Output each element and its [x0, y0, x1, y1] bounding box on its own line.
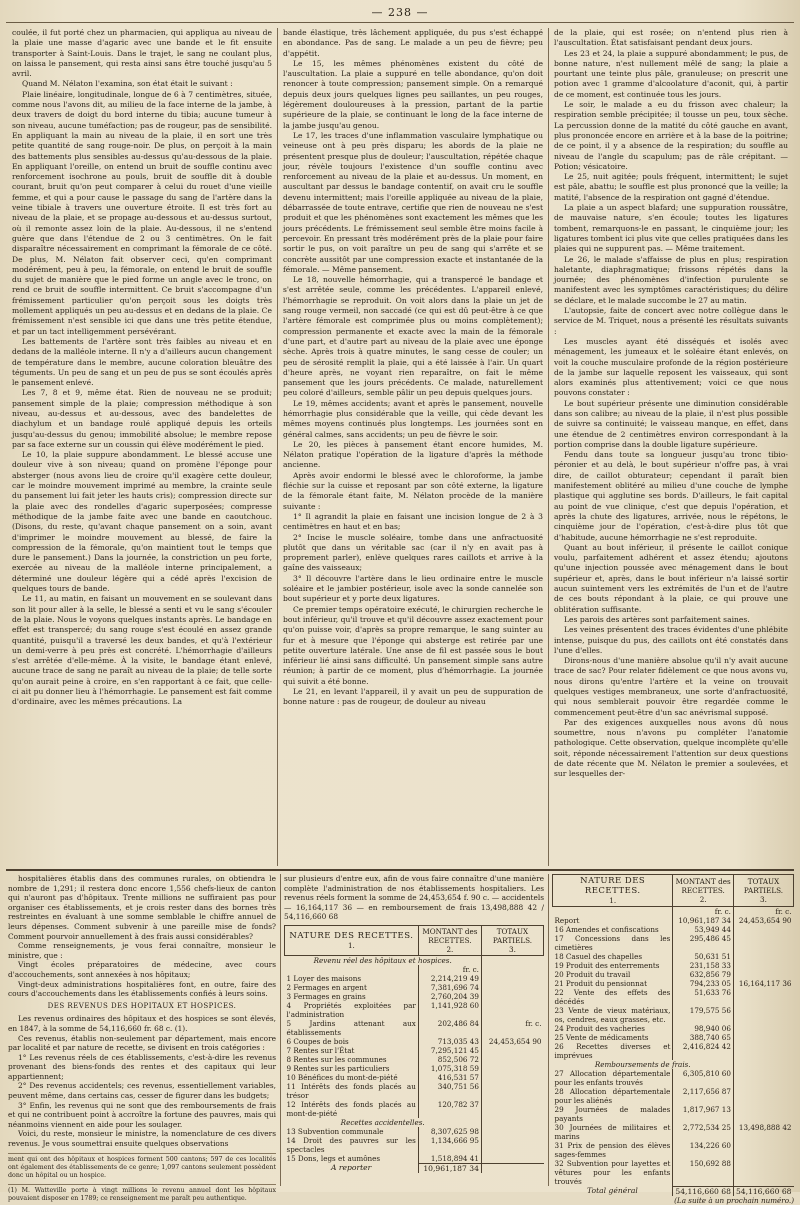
montant-cell: 2,760,204 39 — [418, 992, 481, 1001]
total-cell — [733, 1069, 793, 1087]
table-row — [285, 1082, 544, 1100]
paragraph: Dirons-nous d'une manière absolue qu'il n'y avait aucune trace de sac? Pour relater fidèlement ce que nous avons vu, nous dirons qu'entre l'artère et la veine on trouvait quelques vestiges membraneux, une sorte d'anfractuosité, qui nous semblerait pouvoir être regardée comme le commencement peut-être d'un sac anévrismal supposé. — [554, 656, 788, 718]
intro-text: sur plusieurs d'entre eux, afin de vous faire connaître d'une manière complète l'administration de nos établissements hospitaliers. Les revenus réels forment la somme de 24,453,654 f. 90 c. — accidentels — 16,164,117 36 — en remboursement de frais 13,498,888 42 / 54,116,660 68 — [284, 874, 544, 922]
montant-cell: fr. c. — [673, 907, 734, 917]
table-row — [285, 1127, 544, 1136]
paragraph: Les battements de l'artère sont très faibles au niveau et en dedans de la malléole interne. Il n'y a d'ailleurs aucun changement de température dans le membre, aucune coloration bleuâtre des téguments. Un peu de sang et un peu de pus se sont écoulés après le pansement enlevé. — [12, 337, 272, 388]
total-cell: 24,453,654 90 — [733, 916, 793, 925]
recette-label — [553, 907, 673, 917]
receipts-table-right — [552, 874, 794, 1186]
montant-cell: 794,233 05 — [673, 979, 734, 988]
paragraph: Les 7, 8 et 9, même état. Rien de nouveau ne se produit; pansement simple de la plaie; compression méthodique à son niveau, au-dessus et au-dessous, avec des bandelettes de diachylum et un bandage roulé appliqué depuis les orteils jusqu'au-dessus du genou; immobilité absolue; le membre repose par sa face externe sur un coussin qui élève modérément le pied. — [12, 388, 272, 450]
total-cell — [481, 974, 543, 983]
recette-label: 17 Concessions dans les cimetières — [553, 934, 673, 952]
montant-cell: 388,740 65 — [673, 1033, 734, 1042]
table-row — [553, 1042, 794, 1060]
section-heading: DES REVENUS DES HOPITAUX ET HOSPICES. — [8, 1002, 276, 1012]
paragraph: 2° Des revenus accidentels; ces revenus, essentiellement variables, peuvent même, dans certains cas, cesser de figurer dans les budgets; — [8, 1081, 276, 1100]
table-row — [285, 1064, 544, 1073]
paragraph: Le soir, le malade a eu du frisson avec chaleur; la respiration semble précipitée; il tousse un peu, toux sèche. La percussion donne de la matité du côté gauche en avant, plus prononcée encore en arrière et à la base de la poitrine; de ce point, il y a absence de la respiration; du souffle au niveau de l'angle du scapulum; pas de râle crépitant. — Potion; vésicatoire. — [554, 100, 788, 172]
montant-cell: 98,940 06 — [673, 1024, 734, 1033]
total-cell: 13,498,888 42 — [733, 1123, 793, 1141]
recette-label: 24 Produit des vacheries — [553, 1024, 673, 1033]
total-cell — [733, 970, 793, 979]
montant-cell: 231,158 33 — [673, 961, 734, 970]
table-row — [553, 1105, 794, 1123]
montant-cell: 7,295,121 45 — [418, 1046, 481, 1055]
paragraph: Comme renseignements, je vous ferai connaître, monsieur le ministre, que : — [8, 941, 276, 960]
paragraph: Le 11, au matin, en faisant un mouvement en se soulevant dans son lit pour aller à la selle, le blessé a senti et vu le sang s'écouler de la plaie. Nous le voyons quelques instants après. Le bandage en effet est transpercé; du sang rouge s'est écoulé en assez grande quantité, puisqu'il a traversé les deux bandes, et qu'à l'extérieur un demi-verre à peu près est concrété. L'hémorrhagie d'ailleurs s'est arrêtée d'elle-même. À la visite, le bandage étant enlevé, aucune trace de sang ne paraît au niveau de la plaie; de telle sorte qu'on aurait peine à croire, en s'en rapportant à ce fait, que celle-ci ait pu donner lieu à l'hémorrhagie. Le pansement est fait comme d'ordinaire, avec les mêmes précautions. La — [12, 594, 272, 707]
recette-label: 15 Dons, legs et aumônes — [285, 1154, 419, 1164]
paragraph: Vingt écoles préparatoires de médecine, avec cours d'accouchements, sont annexées à nos hôpitaux; — [8, 960, 276, 979]
montant-cell: 8,307,625 98 — [418, 1127, 481, 1136]
recette-label: 10 Bénéfices du mont-de-piété — [285, 1073, 419, 1082]
table-row — [285, 1055, 544, 1064]
paragraph: Les revenus ordinaires des hôpitaux et des hospices se sont élevés, en 1847, à la somme de 54,116,660 fr. 68 c. (1). — [8, 1014, 276, 1033]
paragraph: Le 15, les mêmes phénomènes existent du côté de l'auscultation. La plaie a suppuré en telle abondance, qu'on doit renoncer à toute compression; pansement simple. On a remarqué depuis deux jours quelques lignes peu saillantes, un peu rouges, légèrement douloureuses à la pression, partant de la partie supérieure de la plaie, se continuant le long de la face interne de la jambe jusqu'au genou. — [283, 59, 543, 131]
table-row — [285, 965, 544, 974]
footnote: ment qui ont des hôpitaux et hospices forment 500 cantons; 597 de ces localités ont également des établissements de ce genre; 1,097 cantons seulement possèdent donc un hôpital ou un hospice. — [8, 1153, 276, 1180]
total-cell — [481, 965, 543, 974]
montant-cell: 6,305,810 60 — [673, 1069, 734, 1087]
paragraph: Par des exigences auxquelles nous avons dû nous soumettre, nous n'avons pu compléter l'anatomie pathologique. Cette observation, quelque incomplète qu'elle soit, réponde nécessairement l'attention sur deux questions de date récente que M. Nélaton le premier a soulevées, et sur lesquelles der- — [554, 718, 788, 780]
paragraph: Les veines présentent des traces évidentes d'une phlébite intense, puisque du pus, des caillots ont été constatés dans l'une d'elles. — [554, 625, 788, 656]
paragraph: Voici, du reste, monsieur le ministre, la nomenclature de ces divers revenus. Je vous soumettrai ensuite quelques observations — [8, 1129, 276, 1148]
paragraph: Quand M. Nélaton l'examina, son état était le suivant : — [12, 79, 272, 89]
total-cell — [481, 1001, 543, 1019]
paragraph: coulée, il fut porté chez un pharmacien, qui appliqua au niveau de la plaie une masse d'agaric avec une bande et le fit ensuite transporter à Saint-Louis. Dans le trajet, le sang ne coulant plus, on laissa le pansement, qui resta ainsi sans être touché jusqu'au 5 avril. — [12, 28, 272, 79]
top-rule — [6, 22, 794, 23]
montant-cell: 1,141,928 60 — [418, 1001, 481, 1019]
montant-cell: 134,226 60 — [673, 1141, 734, 1159]
table-row — [553, 1123, 794, 1141]
total-cell — [481, 983, 543, 992]
receipts-table-left — [284, 874, 544, 1186]
table-row — [553, 988, 794, 1006]
page-number: — 238 — — [0, 6, 800, 19]
montant-cell: 150,692 88 — [673, 1159, 734, 1186]
total-cell — [733, 1141, 793, 1159]
total-cell — [733, 925, 793, 934]
recette-label: 1 Loyer des maisons — [285, 974, 419, 983]
total-cell — [481, 1046, 543, 1055]
recette-label: 14 Droit des pauvres sur les spectacles — [285, 1136, 419, 1154]
total-cell — [481, 1127, 543, 1136]
table-row — [553, 1006, 794, 1024]
montant-cell: 2,214,219 49 — [418, 974, 481, 983]
table-row — [553, 1141, 794, 1159]
paragraph: Le 21, en levant l'appareil, il y avait un peu de suppuration de bonne nature : pas de rougeur, de douleur au niveau — [283, 687, 543, 708]
montant-cell: 1,134,666 95 — [418, 1136, 481, 1154]
recette-label: 18 Casuel des chapelles — [553, 952, 673, 961]
paragraph: Le 26, le malade s'affaisse de plus en plus; respiration haletante, diaphragmatique; frissons répétés dans la journée; des phénomènes d'infection purulente se manifestent avec les symptômes caractéristiques; du délire se déclare, et le malade succombe le 27 au matin. — [554, 255, 788, 306]
total-cell — [481, 1082, 543, 1100]
header-nature: NATURE DES RECETTES. 1. — [553, 875, 673, 907]
section-title-row: Revenu réel des hôpitaux et hospices. — [285, 955, 544, 965]
recette-label: 6 Coupes de bois — [285, 1037, 419, 1046]
recette-label: 11 Intérêts des fonds placés au trésor — [285, 1082, 419, 1100]
table-row — [285, 1046, 544, 1055]
paragraph: Le 18, nouvelle hémorrhagie, qui a transpercé le bandage et s'est arrêtée seule, comme les précédentes. L'appareil enlevé, l'hémorrhagie se reproduit. On voit alors dans la plaie un jet de sang rouge vermeil, non saccadé (ce qui est dû peut-être à ce que l'artère fémorale est comprimée plus ou moins complètement); compression permanente et exacte avec la main de la fémorale d'une part, et d'autre part au niveau de la plaie avec une éponge sèche. Après trois à quatre minutes, le sang cesse de couler; un peu de sérosité remplit la plaie, qui a été laissée à l'air. Un quart d'heure après, ne voyant rien reparaître, on fait le même pansement que les jours précédents. Ce malade, naturellement peu coloré d'ailleurs, semble pâlir un peu depuis quelques jours. — [283, 275, 543, 399]
column-1 — [12, 28, 272, 864]
total-cell — [481, 1073, 543, 1082]
total-cell — [481, 992, 543, 1001]
table-row — [285, 992, 544, 1001]
montant-cell: 632,856 79 — [673, 970, 734, 979]
paragraph: Les muscles ayant été disséqués et isolés avec ménagement, les jumeaux et le soléaire étant enlevés, on voit la couche musculaire profonde de la région postérieure de la jambe sur laquelle reposent les vaisseaux, qui sont alors examinés plus attentivement; voici ce que nous pouvons constater : — [554, 337, 788, 399]
paragraph: La plaie a un aspect blafard; une suppuration roussâtre, de mauvaise nature, s'en écoule; toutes les ligatures tombent, remarquons-le en passant, le cinquième jour; les ligatures tombent ici plus vite que celles pratiquées dans les plaies qui ne suppurent pas. — Même traitement. — [554, 203, 788, 254]
column-divider — [548, 874, 549, 1186]
paragraph: de la plaie, qui est rosée; on n'entend plus rien à l'auscultation. État satisfaisant pendant deux jours. — [554, 28, 788, 49]
column-2 — [283, 28, 543, 864]
recette-label: 27 Allocation départementale pour les enfants trouvés — [553, 1069, 673, 1087]
recette-label: 28 Allocation départementale pour les aliénés — [553, 1087, 673, 1105]
montant-cell: 53,949 44 — [673, 925, 734, 934]
table-row — [285, 1073, 544, 1082]
paragraph: Le 17, les traces d'une inflammation vasculaire lymphatique ou veineuse ont à peu près disparu; les abords de la plaie ne présentent presque plus de douleur; l'auscultation, répétée chaque jour, révèle toujours l'existence d'un souffle continu avec renforcement au niveau de la plaie et au-dessus. Un moment, en auscultant par dessus le bandage contentif, on avait cru le souffle devenu intermittent; mais l'oreille appliquée au niveau de la plaie, débarrassée de toute entrave, certifie que rien de nouveau ne s'est produit et que les phénomènes sont exactement les mêmes que les jours précédents. Le frémissement seul semble être moins facile à percevoir. En pressant très modérément près de la plaie pour faire sortir le pus, on voit paraître un peu de sang qui s'arrête et se concrète aussitôt par une compression exacte et instantanée de la fémorale. — Même pansement. — [283, 131, 543, 275]
header-montant: MONTANT des RECETTES. 2. — [673, 875, 734, 907]
paragraph: hospitalières établis dans des communes rurales, on obtiendra le nombre de 1,291; il restera donc encore 1,556 chefs-lieux de canton qui n'auront pas d'hôpitaux. Trente millions ne suffiraient pas pour organiser ces établissements, et je crois rester dans des bornes très restreintes en évaluant à une somme semblable le chiffre annuel de leurs dépenses. Comment subvenir à une pareille mise de fonds? Comment pourvoir annuellement à des frais aussi considérables? — [8, 874, 276, 941]
recette-label: 30 Journées de militaires et marins — [553, 1123, 673, 1141]
hospital-report-text — [8, 874, 276, 1186]
paragraph: Le 25, nuit agitée; pouls fréquent, intermittent; le sujet est pâle, abattu; le souffle est plus prononcé que la veille; la matité, l'absence de la respiration ont gagné d'étendue. — [554, 172, 788, 203]
total-cell: fr. c. — [733, 907, 793, 917]
recette-label: 13 Subvention communale — [285, 1127, 419, 1136]
paragraph: 2° Incise le muscle soléaire, tombe dans une anfractuosité plutôt que dans un véritable sac (car il n'y en avait pas à proprement parler), enlève quelques rares caillots et arrive à la gaîne des vaisseaux; — [283, 533, 543, 574]
paragraph: Ce premier temps opératoire exécuté, le chirurgien recherche le bout inférieur, qu'il trouve et qu'il découvre assez exactement pour qu'on puisse voir, d'après sa propre remarque, le sang suinter au fur et à mesure que l'éponge qui absterge est retirée par une petite ouverture latérale. Une anse de fil est passée sous le bout inférieur lié ainsi sans difficulté. Un pansement simple sans autre réunion; à partir de ce moment, plus d'hémorrhagie. La journée qui suivit a été bonne. — [283, 605, 543, 687]
total-cell — [733, 1033, 793, 1042]
paragraph: Le bout supérieur présente une diminution considérable dans son calibre; au niveau de la plaie, il n'est plus possible de suivre sa continuité; le vaisseau manque, en effet, dans une étendue de 2 centimètres environ correspondant à la portion comprise dans la double ligature supérieure. — [554, 399, 788, 450]
footnote: (1) M. Watteville porte à vingt millions le revenu annuel dont les hôpitaux pouvaient disposer en 1789; ce renseignement me paraît peu authentique. — [8, 1184, 276, 1203]
paragraph: Fendu dans toute sa longueur jusqu'au tronc tibio-péronier et au delà, le bout supérieur n'offre pas, à vrai dire, de caillot obturateur; cependant il paraît bien manifestement oblitéré au milieu d'une couche de lymphe plastique qui agglutine ses bords. D'ailleurs, le fait capital au point de vue clinique, c'est que depuis l'opération, et après la chute des ligatures, arrivée, nous le répétons, le cinquième jour de l'opération, c'est-à-dire plus tôt que d'habitude, aucune hémorrhagie ne s'est reproduite. — [554, 450, 788, 543]
montant-cell: 1,075,318 59 — [418, 1064, 481, 1073]
total-cell — [733, 961, 793, 970]
recette-label: 16 Amendes et confiscations — [553, 925, 673, 934]
table-row — [285, 1100, 544, 1118]
recette-label: 25 Vente de médicaments — [553, 1033, 673, 1042]
total-cell: 16,164,117 36 — [733, 979, 793, 988]
paragraph: Les parois des artères sont parfaitement saines. — [554, 615, 788, 625]
table-row — [285, 1136, 544, 1154]
paragraph: Plaie linéaire, longitudinale, longue de 6 à 7 centimètres, située, comme nous l'avons dit, au milieu de la face interne de la jambe, à deux travers de doigt du bord interne du tibia; aucune tumeur à son niveau, aucune tuméfaction; pas de rougeur, pas de sensibilité. En appliquant la main au niveau de la plaie, il en sort une très petite quantité de sang rouge-noir. De plus, on perçoit à la main des battements plus sensibles au-dessus qu'au-dessous de la plaie. En appliquant l'oreille, on entend un bruit de souffle continu avec renforcement isochrone au pouls, bruit de souffle dit à double courant, bruit qu'on peut comparer à celui du rouet d'une vieille femme, et qui a pour cause le passage du sang de l'artère dans la veine tibiale à travers une ouverture étroite. Il est très fort au niveau de la plaie, et se propage au-dessous et au-dessus surtout, où il remonte assez loin de la plaie. Au-dessous, il ne s'entend guère que dans l'étendue de 2 ou 3 centimètres. On le fait disparaître nécessairement en comprimant la fémorale de ce côté. De plus, M. Nélaton fait observer ceci, qu'en comprimant modérément, peu à peu, la fémorale, on entend le bruit de souffle du sujet de manière que le pied forme un angle avec le tronc, on rend ce bruit de souffle intermittent. Ce bruit s'accompagne d'un frémissement particulier qu'on perçoit sous les doigts très mollement appliqués un peu au-dessus et en dedans de la plaie. Ce frémissement n'est sensible ici que dans une très petite étendue, et par un tact intelligemment persévérant. — [12, 90, 272, 337]
total-cell — [733, 988, 793, 1006]
paragraph: bande élastique, très lâchement appliquée, du pus s'est échappé en abondance. Pas de sang. Le malade a un peu de fièvre; peu d'appétit. — [283, 28, 543, 59]
table-row — [553, 970, 794, 979]
montant-cell: 7,381,696 74 — [418, 983, 481, 992]
receipts-table-continued — [552, 874, 794, 1196]
paragraph: Après avoir endormi le blessé avec le chloroforme, la jambe fléchie sur la cuisse et reposant par son côté externe, la ligature de la fémorale étant faite, M. Nélaton procède de la manière suivante : — [283, 471, 543, 512]
table-row — [553, 1087, 794, 1105]
recette-label: 26 Recettes diverses et imprévues — [553, 1042, 673, 1060]
recette-label: 31 Prix de pension des élèves sages-femmes — [553, 1141, 673, 1159]
paragraph: Quant au bout inférieur, il présente le caillot conique voulu, parfaitement adhérent et assez étendu; ajoutons qu'une injection poussée avec ménagement dans le bout supérieur et, après, dans le bout inférieur n'a laissé sortir aucun suintement vers les extrémités de l'un et de l'autre de ces bouts répondant à la plaie, ce qui prouve une oblitération suffisante. — [554, 543, 788, 615]
paragraph: 3° Enfin, les revenus qui ne sont que des remboursements de frais et qui ne contribuent point à accroître la fortune des pauvres, mais qui néanmoins viennent en aide pour les soulager. — [8, 1101, 276, 1130]
paragraph: Le 20, les pièces à pansement étant encore humides, M. Nélaton pratique l'opération de la ligature d'après la méthode ancienne. — [283, 440, 543, 471]
recette-label: 32 Subvention pour layettes et vêtures pour les enfants trouvés — [553, 1159, 673, 1186]
header-totaux: TOTAUX PARTIELS. 3. — [481, 925, 543, 955]
recette-label: 19 Produit des enterrements — [553, 961, 673, 970]
total-cell — [733, 1105, 793, 1123]
paragraph: 1° Il agrandit la plaie en faisant une incision longue de 2 à 3 centimètres en haut et en bas; — [283, 512, 543, 533]
montant-cell: fr. c. — [418, 965, 481, 974]
table-row — [553, 1069, 794, 1087]
montant-cell: 2,772,534 25 — [673, 1123, 734, 1141]
montant-cell: 1,518,894 41 — [418, 1154, 481, 1164]
montant-cell: 179,575 56 — [673, 1006, 734, 1024]
montant-cell: 51,633 76 — [673, 988, 734, 1006]
montant-cell: 713,035 43 — [418, 1037, 481, 1046]
montant-cell: 416,531 57 — [418, 1073, 481, 1082]
paragraph: Les 23 et 24, la plaie a suppuré abondamment; le pus, de bonne nature, n'est nullement mêlé de sang; la plaie a pourtant une teinte plus pâle, granuleuse; on prescrit une potion avec 1 gramme d'alcoolature d'aconit, qui, à partir de ce moment, est continuée tous les jours. — [554, 49, 788, 100]
total-cell — [481, 1136, 543, 1154]
total-cell: fr. c. — [481, 1019, 543, 1037]
header-montant: MONTANT des RECETTES. 2. — [418, 925, 481, 955]
header-totaux: TOTAUX PARTIELS. 3. — [733, 875, 793, 907]
total-cell — [481, 1154, 543, 1164]
paragraph: 1° Les revenus réels de ces établissements, c'est-à-dire les revenus provenant des biens-fonds des rentes et des capitaux qui leur appartiennent; — [8, 1053, 276, 1082]
recette-label: 8 Rentes sur les communes — [285, 1055, 419, 1064]
table-row — [553, 1159, 794, 1186]
total-cell — [733, 1159, 793, 1186]
section-title-row: Remboursements de frais. — [553, 1060, 794, 1069]
montant-cell: 2,416,824 42 — [673, 1042, 734, 1060]
table-row — [553, 1024, 794, 1033]
montant-cell: 852,506 72 — [418, 1055, 481, 1064]
paragraph: Le 19, mêmes accidents; avant et après le pansement, nouvelle hémorrhagie plus considérable que la veille, qui cède devant les mêmes moyens continués plus longtemps. Les journées sont en général calmes, sans accidents; un peu de fièvre le soir. — [283, 399, 543, 440]
montant-cell: 50,631 51 — [673, 952, 734, 961]
recette-label: Report — [553, 916, 673, 925]
table-row — [553, 979, 794, 988]
carry-forward-row: A reporter 10,961,187 34 — [285, 1163, 544, 1173]
recette-label: 12 Intérêts des fonds placés au mont-de-piété — [285, 1100, 419, 1118]
table-row — [553, 1033, 794, 1042]
recette-label: 20 Produit du travail — [553, 970, 673, 979]
column-divider — [277, 28, 278, 866]
montant-cell: 1,817,967 13 — [673, 1105, 734, 1123]
recette-label: 4 Propriétés exploitées par l'administration — [285, 1001, 419, 1019]
recette-label — [285, 965, 419, 974]
table-row — [285, 1154, 544, 1164]
recette-label: 9 Rentes sur les particuliers — [285, 1064, 419, 1073]
table-row — [285, 1037, 544, 1046]
paragraph: L'autopsie, faite de concert avec notre collègue dans le service de M. Triquet, nous a présenté les résultats suivants : — [554, 306, 788, 337]
total-cell: 24,453,654 90 — [481, 1037, 543, 1046]
montant-cell: 10,961,187 34 — [673, 916, 734, 925]
table-row — [285, 1001, 544, 1019]
table-row — [553, 916, 794, 925]
total-cell — [481, 1100, 543, 1118]
recette-label: 5 Jardins attenant aux établissements — [285, 1019, 419, 1037]
table-row — [553, 961, 794, 970]
montant-cell: 2,117,656 87 — [673, 1087, 734, 1105]
paragraph: Vingt-deux administrations hospitalières font, en outre, faire des cours d'accouchements dans les établissements confiés à leurs soins. — [8, 980, 276, 999]
column-divider — [280, 874, 281, 1186]
table-row — [553, 934, 794, 952]
montant-cell: 340,751 56 — [418, 1082, 481, 1100]
total-cell — [733, 952, 793, 961]
recette-label: 29 Journées de malades payants — [553, 1105, 673, 1123]
section-title-row: Recettes accidentelles. — [285, 1118, 544, 1127]
continued-note: (La suite à un prochain numéro.) — [552, 1196, 794, 1205]
receipts-table — [284, 925, 544, 1173]
paragraph: 3° Il découvre l'artère dans le lieu ordinaire entre le muscle soléaire et le jambier postérieur, isole avec la sonde cannelée son bout supérieur et y porte deux ligatures. — [283, 574, 543, 605]
recette-label: 7 Rentes sur l'État — [285, 1046, 419, 1055]
total-cell — [733, 1024, 793, 1033]
table-row — [285, 983, 544, 992]
table-row — [553, 907, 794, 917]
montant-cell: 202,486 84 — [418, 1019, 481, 1037]
paragraph: Le 10, la plaie suppure abondamment. Le blessé accuse une douleur vive à son niveau; quand on promène l'éponge pour absterger (nous avons lieu de croire qu'il exagère cette douleur, car le moindre mouvement imprimé au membre, la crainte seule du pansement lui fait jeter les hauts cris); compression directe sur la plaie avec des rondelles d'agaric superposées; compresse méthodique de la jambe faite avec une bande en caoutchouc. (Disons, du reste, qu'avant chaque pansement on a soin, avant d'imprimer le moindre mouvement au blessé, de faire la compression de la fémorale, qu'on maintient tout le temps que dure le pansement.) Dans la journée, la constriction un peu forte, exercée au niveau de la malléole interne principalement, a déterminé une douleur légère qui a cédé après l'excision de quelques tours de bande. — [12, 450, 272, 594]
total-cell — [733, 1087, 793, 1105]
section-rule — [6, 869, 794, 871]
table-row — [553, 952, 794, 961]
total-cell — [733, 1042, 793, 1060]
recette-label: 23 Vente de vieux matériaux, os, cendres, eaux grasses, etc. — [553, 1006, 673, 1024]
montant-cell: 120,782 37 — [418, 1100, 481, 1118]
grand-total-row: Total général 54,116,660 68 54,116,660 68 — [553, 1186, 794, 1196]
total-cell — [733, 934, 793, 952]
total-cell — [481, 1055, 543, 1064]
table-row — [285, 1019, 544, 1037]
recette-label: 21 Produit du pensionnat — [553, 979, 673, 988]
table-row — [553, 925, 794, 934]
recette-label: 22 Vente des effets des décédés — [553, 988, 673, 1006]
total-cell — [481, 1064, 543, 1073]
column-3 — [554, 28, 788, 864]
recette-label: 3 Fermages en grains — [285, 992, 419, 1001]
recette-label: 2 Fermages en argent — [285, 983, 419, 992]
paragraph: Ces revenus, établis non-seulement par département, mais encore par localité et par nature de recette, se divisent en trois catégories : — [8, 1034, 276, 1053]
table-row — [285, 974, 544, 983]
total-cell — [733, 1006, 793, 1024]
montant-cell: 295,486 45 — [673, 934, 734, 952]
column-divider — [548, 28, 549, 866]
header-nature: NATURE DES RECETTES. 1. — [285, 925, 419, 955]
